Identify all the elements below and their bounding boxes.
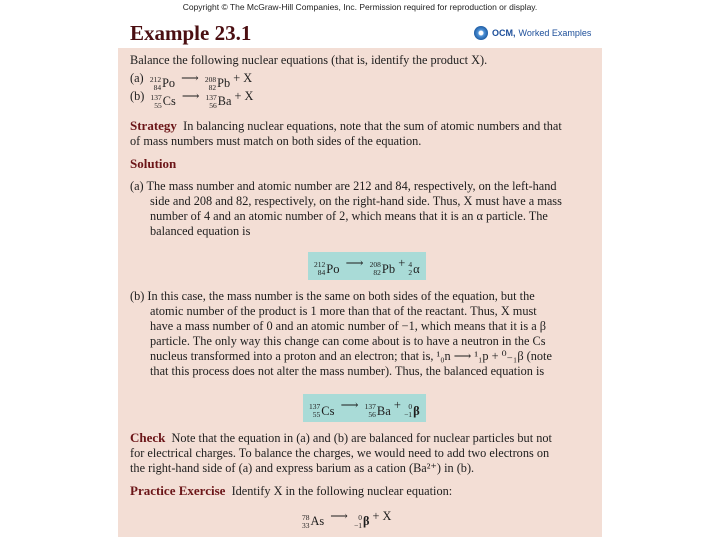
solution-a-line: balanced equation is bbox=[150, 224, 251, 238]
practice-line: Practice Exercise Identify X in the following nuclear equation: bbox=[130, 483, 453, 498]
check-line-1: Check Note that the equation in (a) and (b) are balanced for nuclear particles but not bbox=[130, 430, 552, 445]
check-heading: Check bbox=[130, 430, 166, 445]
strategy-line-2: of mass numbers must match on both sides of the equation. bbox=[130, 134, 422, 148]
worked-examples-link[interactable] bbox=[474, 26, 591, 40]
balanced-equation-b: 137 55 Cs ⟶ 137 56 Ba + 0 −1 β bbox=[303, 394, 426, 422]
intro-text: Balance the following nuclear equations (that is, identify the product X). bbox=[130, 53, 488, 67]
strategy-line-1: Strategy In balancing nuclear equations, note that the sum of atomic numbers and that bbox=[130, 118, 562, 133]
solution-b-line: atomic number of the product is 1 more than that of the reactant. Thus, X must bbox=[150, 304, 537, 318]
solution-a-line: (a) The mass number and atomic number are 212 and 84, respectively, on the left-hand bbox=[130, 179, 557, 193]
badge-label: Worked Examples bbox=[518, 28, 592, 38]
practice-equation: 78 33 As ⟶ 0 −1 β + X bbox=[302, 509, 392, 530]
check-line-2: for electrical charges. To balance the charges, we would need to add two electrons on bbox=[130, 446, 550, 460]
solution-a-line: number of 4 and an atomic number of 2, which means that it is an α particle. The bbox=[150, 209, 548, 223]
solution-b-line: have a mass number of 0 and an atomic number of −1, which means that it is a β bbox=[150, 319, 546, 333]
cd-icon bbox=[474, 26, 488, 40]
solution-b-line: nucleus transformed into a proton and an electron; that is, ¹₀n ⟶ ¹₁p + ⁰₋₁β (note bbox=[150, 349, 552, 363]
page-title: Example 23.1 bbox=[130, 21, 252, 45]
practice-heading: Practice Exercise bbox=[130, 483, 226, 498]
solution-b-line: that this process does not alter the mass number). Thus, the balanced equation is bbox=[150, 364, 545, 378]
solution-b-line: particle. The only way this change can come about is to have a neutron in the Cs bbox=[150, 334, 546, 348]
equation-b: (b) 137 55 Cs ⟶ 137 56 Ba + X bbox=[130, 89, 254, 110]
copyright-notice: Copyright © The McGraw-Hill Companies, Inc. Permission required for reproduction or display. bbox=[182, 2, 538, 12]
solution-a-line: side and 208 and 82, respectively, on the right-hand side. Thus, X must have a mass bbox=[150, 194, 562, 208]
balanced-equation-a: 212 84 Po ⟶ 208 82 Pb + 4 2 α bbox=[308, 252, 426, 280]
equation-a: (a) 212 84 Po ⟶ 208 82 Pb + X bbox=[130, 71, 253, 92]
check-line-3: the right-hand side of (a) and express barium as a cation (Ba²⁺) in (b). bbox=[130, 461, 475, 475]
solution-b-line: (b) In this case, the mass number is the same on both sides of the equation, but the bbox=[130, 289, 535, 303]
badge-prefix: OCM, bbox=[492, 28, 516, 38]
solution-heading: Solution bbox=[130, 156, 177, 171]
strategy-heading: Strategy bbox=[130, 118, 177, 133]
